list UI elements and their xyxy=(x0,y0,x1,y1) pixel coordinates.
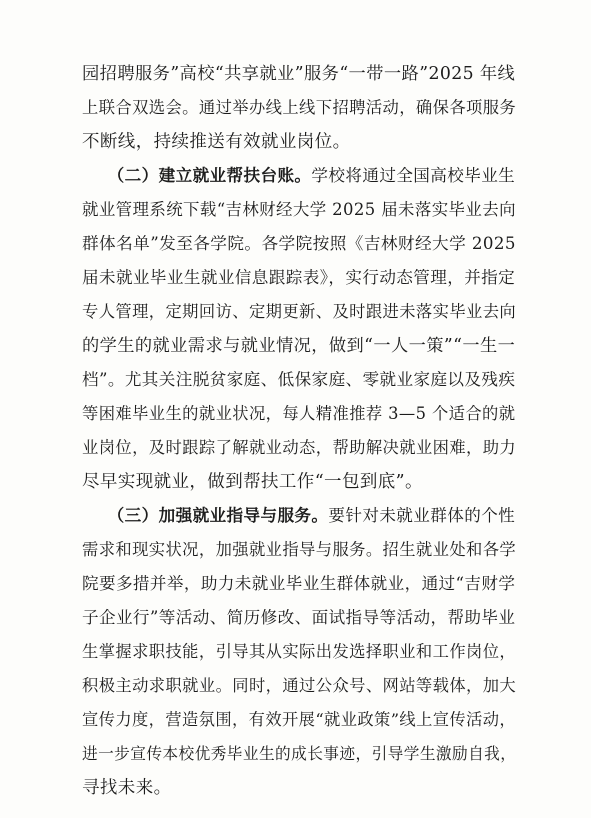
paragraph-section-3 xyxy=(82,499,518,805)
text-line: 进一步宣传本校优秀毕业生的成长事迹，引导学生激励自我， xyxy=(82,744,517,763)
text-line xyxy=(82,499,518,533)
text-fragment: 要针对未就业群体的个性 xyxy=(328,506,516,525)
text-line: 的学生的就业需求与就业情况，做到“一人一策”“一生一 xyxy=(82,336,516,356)
text-line: 院要多措并举，助力未就业毕业生群体就业，通过“吉财学 xyxy=(82,574,516,593)
document-body xyxy=(82,57,518,805)
text-line: 宣传力度，营造氛围，有效开展“就业政策”线上宣传活动， xyxy=(82,710,517,729)
text-line: 就业管理系统下载“吉林财经大学 2025 届未落实毕业去向 xyxy=(82,200,516,219)
text-line: 等困难毕业生的就业状况，每人精准推荐 3—5 个适合的就 xyxy=(82,404,516,423)
text-line: 上联合双选会。通过举办线上线下招聘活动，确保各项服务 xyxy=(82,98,517,117)
text-line: 群体名单”发至各学院。各学院按照《吉林财经大学 2025 xyxy=(82,234,516,253)
text-line: 档”。尤其关注脱贫家庭、低保家庭、零就业家庭以及残疾 xyxy=(82,370,516,389)
text-line xyxy=(82,159,518,193)
text-line: 届未就业毕业生就业信息跟踪表》，实行动态管理，并指定 xyxy=(82,268,516,287)
text-line: 专人管理，定期回访、定期更新、及时跟进未落实毕业去向 xyxy=(82,302,517,321)
text-line: 业岗位，及时跟踪了解就业动态，帮助解决就业困难，助力 xyxy=(82,438,517,457)
text-line: 园招聘服务”高校“共享就业”服务“一带一路”2025 年线 xyxy=(82,64,516,84)
section-2-heading: （二）建立就业帮扶台账。 xyxy=(107,166,312,185)
paragraph-recruitment xyxy=(82,57,518,159)
section-3-heading: （三）加强就业指导与服务。 xyxy=(107,506,329,525)
text-line: 子企业行”等活动、简历修改、面试指导等活动，帮助毕业 xyxy=(82,608,516,627)
paragraph-section-2 xyxy=(82,159,518,499)
text-line: 积极主动求职就业。同时，通过公众号、网站等载体，加大 xyxy=(82,676,517,695)
text-line: 生掌握求职技能，引导其从实际出发选择职业和工作岗位， xyxy=(82,642,517,661)
text-line: 需求和现实状况，加强就业指导与服务。招生就业处和各学 xyxy=(82,540,517,559)
text-line: 尽早实现就业，做到帮扶工作“一包到底”。 xyxy=(82,472,423,492)
text-line: 不断线，持续推送有效就业岗位。 xyxy=(82,132,351,152)
text-line: 寻找未来。 xyxy=(82,778,172,798)
text-fragment: 学校将通过全国高校毕业生 xyxy=(311,166,516,185)
